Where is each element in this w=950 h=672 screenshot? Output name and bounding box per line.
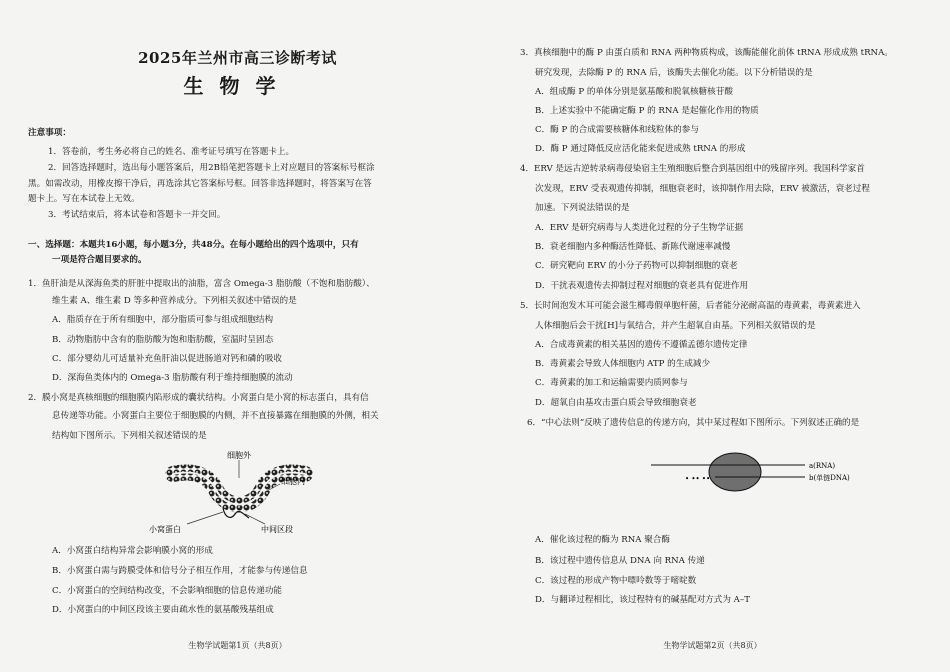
q3-option-d: D．酶 P 通过降低反应活化能来促进成熟 tRNA 的形成 <box>535 144 746 154</box>
q1-option-a: A．脂质存在于所有细胞中，部分脂质可参与组成细胞结构 <box>52 315 274 325</box>
q6-stem: 6．“中心法则”反映了遗传信息的传递方向，其中某过程如下图所示。下列叙述正确的是 <box>527 418 860 428</box>
q1-stem-1: 1．鱼肝油是从深海鱼类的肝脏中提取出的油脂，富含 Omega-3 脂肪酸（不饱和脂肪酸）、 <box>28 279 375 289</box>
svg-text:• •• ••: • •• •• <box>685 475 711 483</box>
q6-option-c: C．该过程的形成产物中嘌呤数等于嘧啶数 <box>535 576 697 586</box>
section-1-heading-cont: 一项是符合题目要求的。 <box>52 255 147 265</box>
q4-option-b: B．衰老细胞内多种酶活性降低、新陈代谢速率减慢 <box>535 242 731 252</box>
q4-stem-3: 加速。下列说法错误的是 <box>535 203 630 213</box>
label-outside: 细胞外 <box>227 451 251 460</box>
q3-option-a: A．组成酶 P 的单体分别是氨基酸和脱氧核糖核苷酸 <box>535 87 733 97</box>
caveola-diagram <box>145 448 335 538</box>
q6-option-b: B．该过程中遗传信息从 DNA 向 RNA 传递 <box>535 556 705 566</box>
notice-1: 1．答卷前，考生务必将自己的姓名、准考证号填写在答题卡上。 <box>48 147 295 157</box>
q2-stem-1: 2．膜小窝是真核细胞的细胞膜内陷形成的囊状结构。小窝蛋白是小窝的标志蛋白，具有信 <box>28 393 369 403</box>
notice-heading: 注意事项： <box>28 128 71 138</box>
label-caveolin: 小窝蛋白 <box>149 525 181 534</box>
q4-option-c: C．研究靶向 ERV 的小分子药物可以抑制细胞的衰老 <box>535 261 738 271</box>
label-middle-segment: 中间区段 <box>261 525 293 534</box>
q5-option-d: D．超氧自由基攻击蛋白质会导致细胞衰老 <box>535 398 697 408</box>
q2-option-d: D．小窝蛋白的中间区段该主要由疏水性的氨基酸残基组成 <box>52 605 274 615</box>
q2-option-b: B．小窝蛋白需与跨膜受体和信号分子相互作用，才能参与传递信息 <box>52 566 308 576</box>
subject-title: 生物学 <box>183 74 292 98</box>
q2-option-a: A．小窝蛋白结构异常会影响膜小窝的形成 <box>52 546 213 556</box>
reverse-transcription-diagram <box>645 447 850 497</box>
label-inside: 细胞内 <box>281 477 305 486</box>
q3-stem-1: 3．真核细胞中的酶 P 由蛋白质和 RNA 两种物质构成，该酶能催化前体 tRNA 形成成熟 tRNA。 <box>520 48 893 58</box>
page-2 <box>475 0 950 672</box>
q3-option-b: B．上述实验中不能确定酶 P 的 RNA 是起催化作用的物质 <box>535 106 759 116</box>
section-1-heading: 一、选择题：本题共16小题，每小题3分，共48分。在每小题给出的四个选项中，只有 <box>28 240 359 250</box>
q6-option-a: A．催化该过程的酶为 RNA 聚合酶 <box>535 535 670 545</box>
q5-option-b: B．毒黄素会导致人体细胞内 ATP 的生成减少 <box>535 359 711 369</box>
q2-option-c: C．小窝蛋白的空间结构改变，不会影响细胞的信息传递功能 <box>52 586 283 596</box>
page-footer: 生物学试题第2页（共8页） <box>663 641 762 650</box>
notice-2-line-1: 2．回答选择题时，选出每小题答案后，用2B铅笔把答题卡上对应题目的答案标号框涂 <box>48 163 375 173</box>
page-footer: 生物学试题第1页（共8页） <box>188 641 287 650</box>
q6-option-d: D．与翻译过程相比，该过程特有的碱基配对方式为 A–T <box>535 595 750 605</box>
q1-option-c: C．部分婴幼儿可适量补充鱼肝油以促进肠道对钙和磷的吸收 <box>52 354 283 364</box>
q2-stem-2: 息传递等功能。小窝蛋白主要位于细胞膜的内侧，并不直接暴露在细胞膜的外侧，相关 <box>52 411 379 421</box>
notice-3: 3．考试结束后，将本试卷和答题卡一并交回。 <box>48 210 226 220</box>
q1-stem-2: 维生素 A、维生素 D 等多种营养成分。下列相关叙述中错误的是 <box>52 296 297 306</box>
q1-option-d: D．深海鱼类体内的 Omega-3 脂肪酸有利于维持细胞膜的流动 <box>52 373 293 383</box>
q3-stem-2: 研究发现，去除酶 P 的 RNA 后，该酶失去催化功能。以下分析错误的是 <box>535 68 813 78</box>
q1-option-b: B．动物脂肪中含有的脂肪酸为饱和脂肪酸，室温时呈固态 <box>52 335 274 345</box>
q5-stem-1: 5．长时间泡发木耳可能会滋生椰毒假单胞杆菌，后者能分泌耐高温的毒黄素，毒黄素进入 <box>520 301 861 311</box>
q2-stem-3: 结构如下图所示。下列相关叙述错误的是 <box>52 431 207 441</box>
label-dna: b(单链DNA) <box>809 474 850 482</box>
enzyme-shape <box>709 453 761 491</box>
q4-option-d: D．干扰表观遗传去抑制过程对细胞的衰老具有促进作用 <box>535 281 749 291</box>
q3-option-c: C．酶 P 的合成需要核糖体和线粒体的参与 <box>535 125 699 135</box>
q4-stem-1: 4．ERV 是远古逆转录病毒侵染宿主生殖细胞后整合到基因组中的残留序列。我国科学家首 <box>520 164 865 174</box>
notice-2-line-2: 黑。如需改动，用橡皮擦干净后，再选涂其它答案标号框。回答非选择题时，将答案写在答 <box>28 179 372 189</box>
q5-stem-2: 人体细胞后会干扰[H]与氧结合，并产生超氧自由基。下列相关叙错误的是 <box>535 321 816 331</box>
exam-title: 2025年兰州市高三诊断考试 <box>138 49 337 67</box>
q4-stem-2: 次发现，ERV 受表观遗传抑制，细胞衰老时，该抑制作用去除，ERV 被激活，衰老过程 <box>535 184 870 194</box>
q5-option-c: C．毒黄素的加工和运输需要内质网参与 <box>535 378 688 388</box>
q4-option-a: A．ERV 是研究病毒与人类进化过程的分子生物学证据 <box>535 223 744 233</box>
label-rna: a(RNA) <box>809 462 836 470</box>
q5-option-a: A．合成毒黄素的相关基因的遗传不遵循孟德尔遗传定律 <box>535 340 748 350</box>
notice-2-line-3: 题卡上。写在本试卷上无效。 <box>28 194 140 204</box>
